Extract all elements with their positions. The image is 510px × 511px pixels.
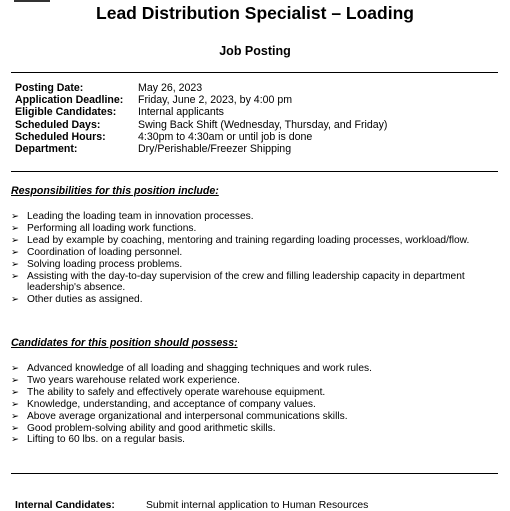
arrow-bullet-icon: ➢ [11, 422, 19, 434]
detail-label: Scheduled Hours: [15, 130, 106, 143]
page-title: Lead Distribution Specialist – Loading [96, 3, 414, 23]
arrow-bullet-icon: ➢ [11, 234, 19, 246]
arrow-bullet-icon: ➢ [11, 222, 19, 234]
responsibilities-list [11, 211, 506, 306]
detail-row-scheduled-days [15, 119, 387, 131]
arrow-bullet-icon: ➢ [11, 211, 19, 222]
list-item [11, 259, 506, 271]
detail-label: Eligible Candidates: [15, 106, 117, 119]
list-item-text: Above average organizational and interpersonal communications skills. [27, 410, 348, 422]
list-item [11, 247, 506, 259]
list-item-text: Lead by example by coaching, mentoring and training regarding loading processes, workload/flow. [27, 234, 470, 246]
arrow-bullet-icon: ➢ [11, 270, 19, 282]
list-item [11, 399, 506, 411]
list-item [11, 387, 506, 399]
arrow-bullet-icon: ➢ [11, 246, 19, 258]
list-item-text: Leading the loading team in innovation processes. [27, 211, 254, 222]
list-item [11, 423, 506, 435]
list-item-text: Two years warehouse related work experience. [27, 374, 240, 386]
detail-value: Internal applicants [138, 106, 224, 119]
detail-row-department [15, 143, 387, 155]
detail-value: Dry/Perishable/Freezer Shipping [138, 143, 292, 156]
list-item [11, 223, 506, 235]
detail-value: Friday, June 2, 2023, by 4:00 pm [138, 94, 293, 107]
list-item-text: Knowledge, understanding, and acceptance of company values. [27, 398, 316, 410]
header-mark [14, 0, 50, 2]
list-item-text: Good problem-solving ability and good arithmetic skills. [27, 422, 276, 434]
application-instructions [15, 500, 368, 511]
detail-row-application-deadline [15, 94, 387, 106]
page-subtitle: Job Posting [219, 44, 291, 58]
detail-label: Posting Date: [15, 82, 84, 94]
qualifications-list [11, 363, 506, 446]
arrow-bullet-icon: ➢ [11, 294, 19, 306]
detail-row-eligible-candidates [15, 106, 387, 118]
arrow-bullet-icon: ➢ [11, 434, 19, 446]
list-item-text: Advanced knowledge of all loading and shagging techniques and work rules. [27, 363, 372, 374]
list-item [11, 375, 506, 387]
detail-value: 4:30pm to 4:30am or until job is done [138, 130, 313, 143]
list-item [11, 235, 506, 247]
footer-value: Submit internal application to Human Resources [146, 500, 369, 511]
list-item [11, 434, 506, 446]
detail-label: Application Deadline: [15, 94, 124, 107]
list-item-text: Other duties as assigned. [27, 294, 143, 306]
arrow-bullet-icon: ➢ [11, 363, 19, 374]
list-item [11, 411, 506, 423]
arrow-bullet-icon: ➢ [11, 386, 19, 398]
list-item-text: Solving loading process problems. [27, 258, 183, 270]
responsibilities-heading: Responsibilities for this position include: [11, 185, 219, 197]
posting-details [15, 82, 387, 155]
detail-value: May 26, 2023 [138, 82, 203, 94]
list-item [11, 211, 506, 223]
list-item-text: Coordination of loading personnel. [27, 246, 183, 258]
list-item-text: Assisting with the day-to-day supervision of the crew and filling leadership capacity in department leadership's absence. [27, 270, 465, 294]
qualifications-heading: Candidates for this position should possess: [11, 337, 238, 349]
arrow-bullet-icon: ➢ [11, 258, 19, 270]
detail-row-scheduled-hours [15, 131, 387, 143]
arrow-bullet-icon: ➢ [11, 374, 19, 386]
list-item-text: Lifting to 60 lbs. on a regular basis. [27, 434, 186, 446]
list-item [11, 294, 506, 306]
divider [11, 473, 498, 474]
divider [11, 72, 498, 73]
list-item-text: The ability to safely and effectively operate warehouse equipment. [27, 386, 326, 398]
arrow-bullet-icon: ➢ [11, 398, 19, 410]
divider [11, 171, 498, 172]
list-item [11, 363, 506, 375]
list-item [11, 271, 506, 295]
detail-row-posting-date [15, 82, 387, 94]
footer-label: Internal Candidates: [15, 500, 115, 511]
arrow-bullet-icon: ➢ [11, 410, 19, 422]
detail-value: Swing Back Shift (Wednesday, Thursday, and Friday) [138, 118, 388, 131]
list-item-text: Performing all loading work functions. [27, 222, 197, 234]
detail-label: Department: [15, 143, 78, 156]
detail-label: Scheduled Days: [15, 118, 101, 131]
